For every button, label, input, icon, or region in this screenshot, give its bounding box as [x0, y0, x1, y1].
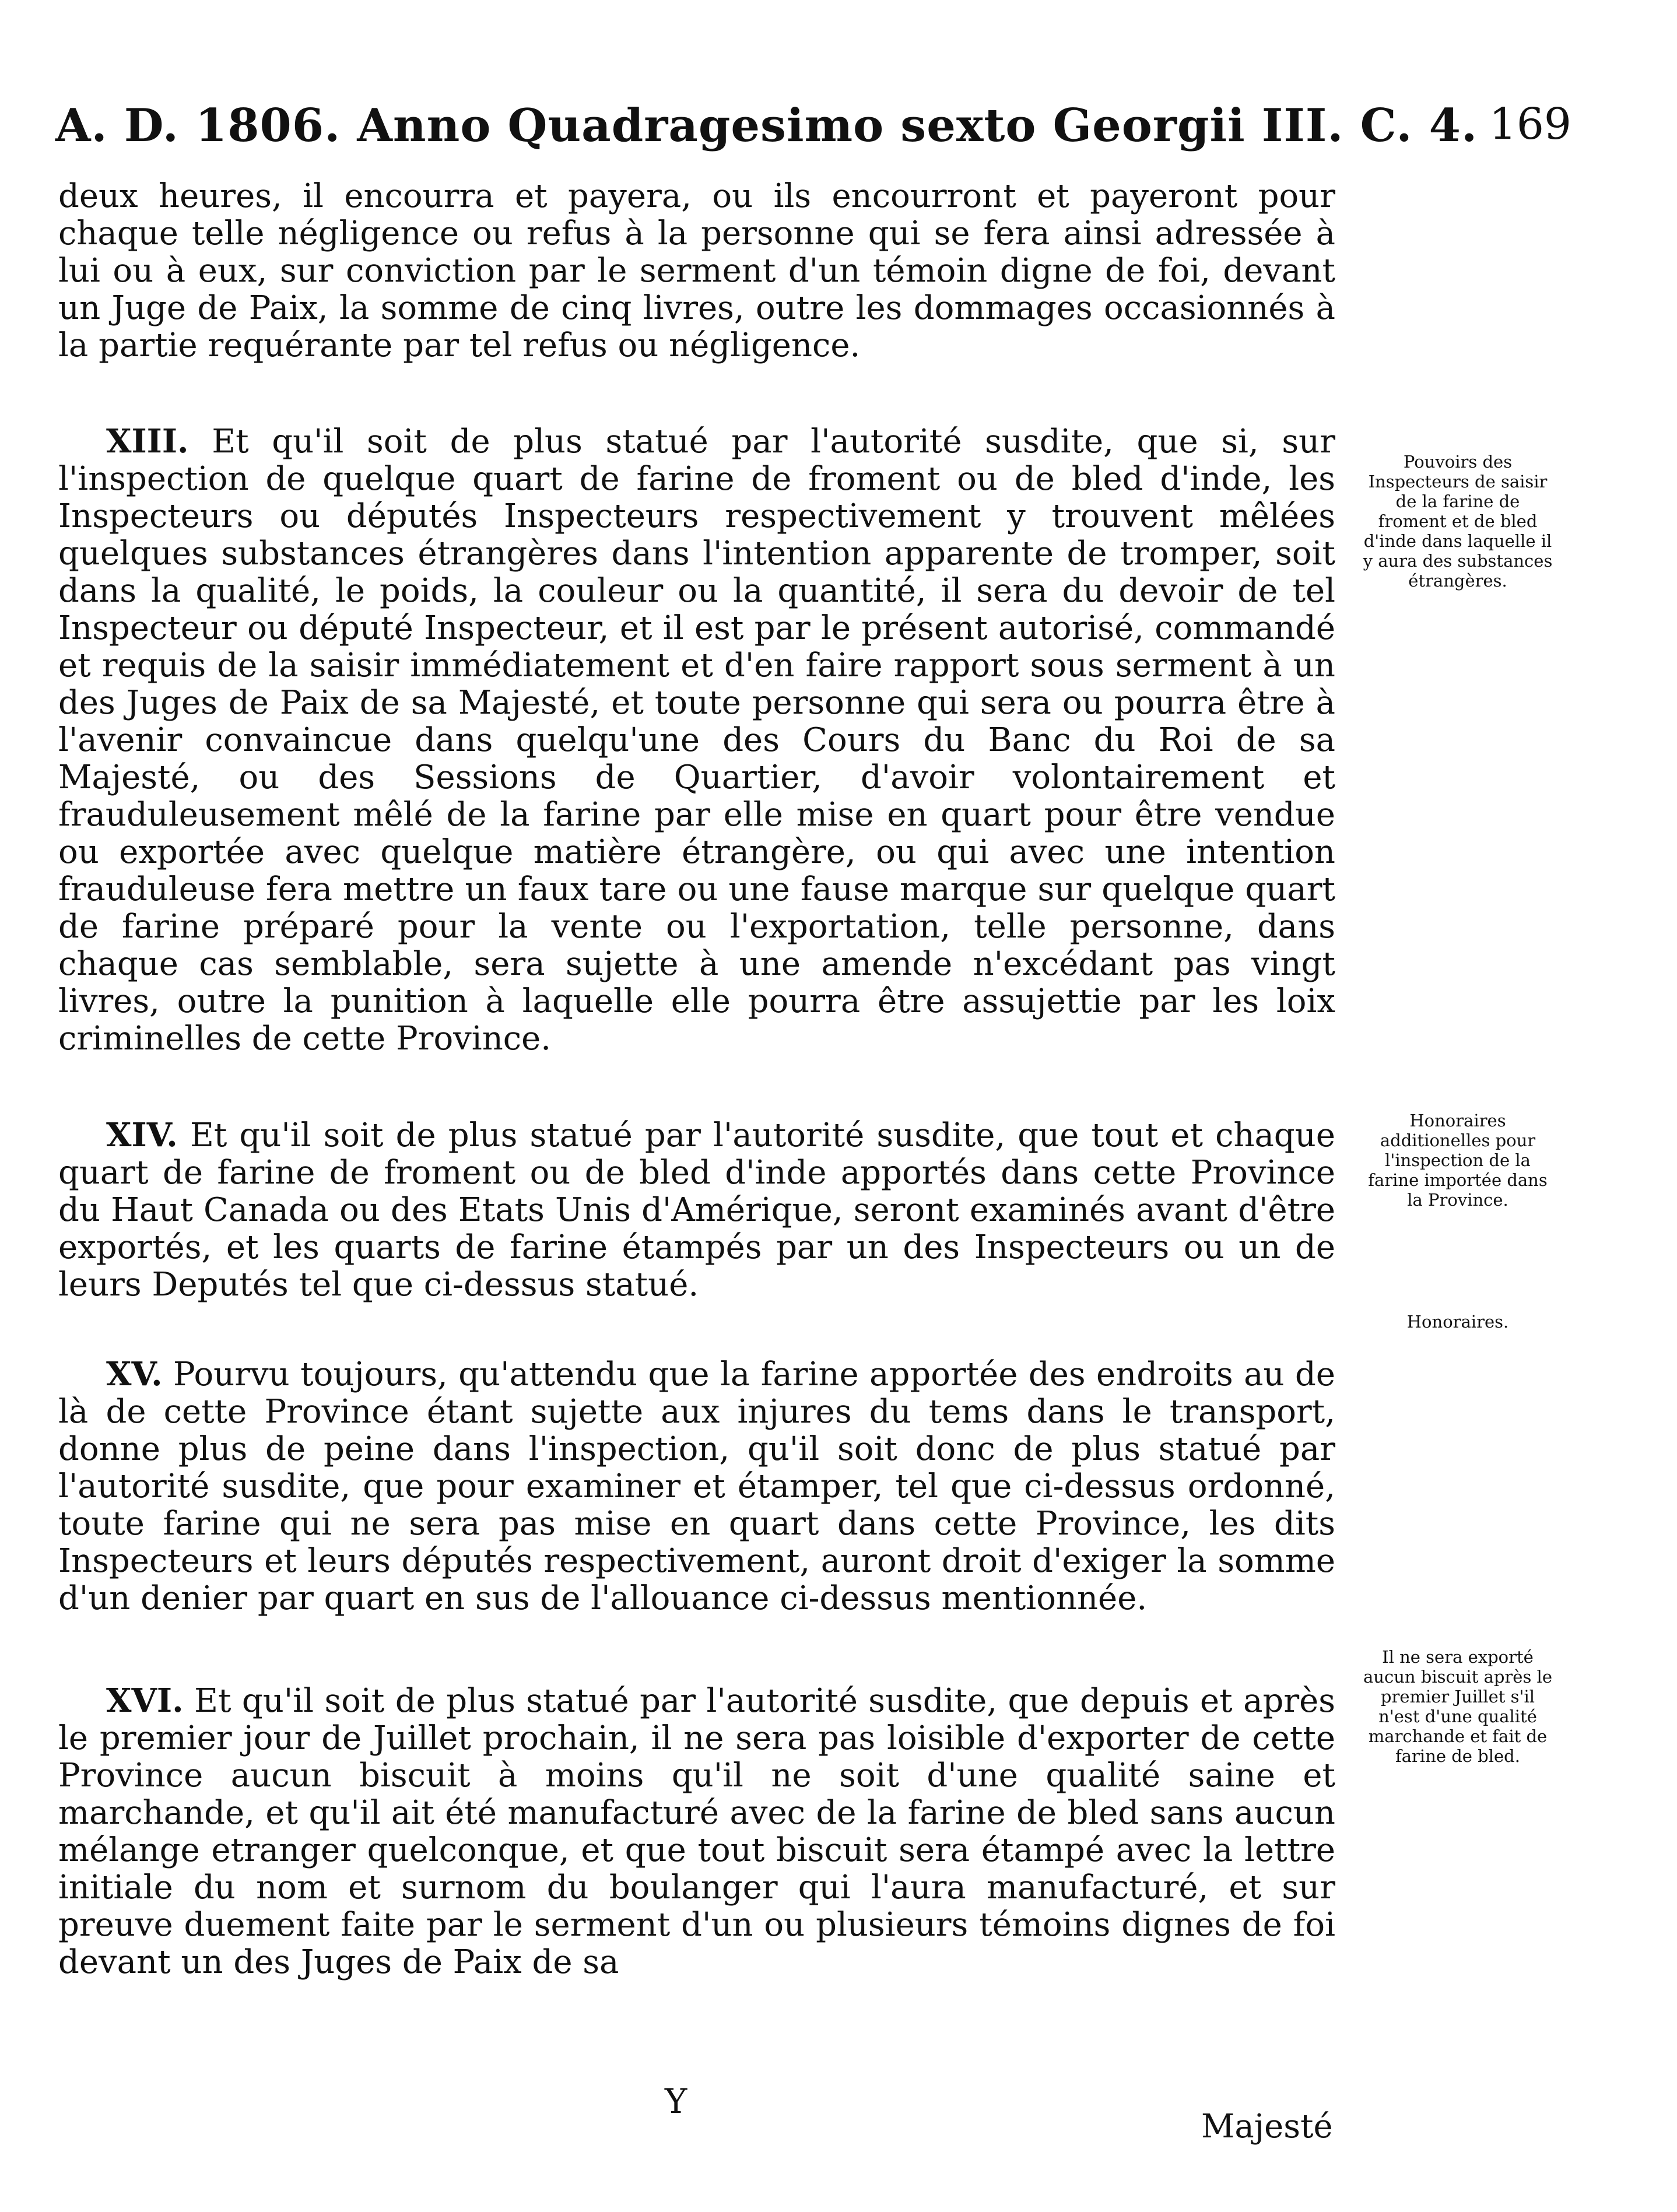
intro-paragraph	[58, 178, 1335, 394]
section-number: XIV.	[106, 1116, 178, 1154]
section-text: Et qu'il soit de plus statué par l'autorité susdite, que depuis et après le premier jour de Juillet prochain, il ne sera pas loisible d'exporter de cette Province aucun biscuit à moins qu'il ne soit d'une qualité saine et marchande, et qu'il ait été manufacturé avec de la farine de bled sans aucun mélange etranger quelconque, et que tout biscuit sera étampé avec la lettre initiale du nom et surnom du boulanger qui l'aura manufacturé, et sur preuve duement faite par le serment d'un ou plusieurs témoins dignes de foi devant un des Juges de Paix de sa	[58, 1682, 1335, 1981]
intro-text: deux heures, il encourra et payera, ou ils encourront et payeront pour chaque telle négligence ou refus à la personne qui se fera ainsi adressée à lui ou à eux, sur conviction par le serment d'un témoin digne de foi, devant un Juge de Paix, la somme de cinq livres, outre les dommages occasionnés à la partie requérante par tel refus ou négligence.	[58, 177, 1335, 364]
signature-mark: Y	[665, 2081, 687, 2121]
section-number: XV.	[106, 1355, 163, 1393]
section-number: XVI.	[106, 1681, 184, 1720]
catchword: Majesté	[1201, 2108, 1333, 2146]
page-number: 169	[1489, 99, 1571, 149]
body-text	[58, 177, 1335, 1981]
page-header	[55, 99, 1571, 181]
running-head: A. D. 1806. Anno Quadragesimo sexto Georgii III. C. 4.	[55, 99, 1478, 152]
margin-note-xv: Honoraires.	[1406, 1312, 1509, 1332]
section-text: Et qu'il soit de plus statué par l'autorité susdite, que tout et chaque quart de farine de froment ou de bled d'inde apportés dans cette Province du Haut Canada ou des Etats Unis d'Amérique, seront examinés avant d'être exportés, et les quarts de farine étampés par un des Inspecteurs ou un de leurs Deputés tel que ci-dessus statué.	[58, 1116, 1335, 1304]
section-xiv	[58, 1116, 1335, 1309]
section-number: XIII.	[106, 422, 189, 461]
section-xv	[58, 1356, 1335, 1630]
margin-note-xiv: Honoraires additionelles pour l'inspection de la farine importée dans la Province.	[1368, 1111, 1548, 1210]
margin-note-xvi: Il ne sera exporté aucun biscuit après le premier Juillet s'il n'est d'une qualité marchande et fait de farine de bled.	[1363, 1647, 1552, 1766]
section-text: Et qu'il soit de plus statué par l'autorité susdite, que si, sur l'inspection de quelque quart de farine de froment ou de bled d'inde, les Inspecteurs ou députés Inspecteurs respectivement y trouvent mêlées quelques substances étrangères dans l'intention apparente de tromper, soit dans la qualité, le poids, la couleur ou la quantité, il sera du devoir de tel Inspecteur ou député Inspecteur, et il est par le présent autorisé, commandé et requis de la saisir immédiatement et d'en faire rapport sous serment à un des Juges de Paix de sa Majesté, et toute personne qui sera ou pourra être à l'avenir convaincue dans quelqu'une des Cours du Banc du Roi de sa Majesté, ou des Sessions de Quartier, d'avoir volontairement et frauduleusement mêlé de la farine par elle mise en quart pour être vendue ou exportée avec quelque matière étrangère, ou qui avec une intention frauduleuse fera mettre un faux tare ou une fause marque sur quelque quart de farine préparé pour la vente ou l'exportation, telle personne, dans chaque cas semblable, sera sujette à une amende n'excédant pas vingt livres, outre la punition à laquelle elle pourra être assujettie par les loix criminelles de cette Province.	[58, 423, 1335, 1058]
margin-note-xiii: Pouvoirs des Inspecteurs de saisir de la farine de froment et de bled d'inde dans laquelle il y aura des substances étrangères.	[1363, 452, 1553, 591]
section-xiii	[58, 423, 1335, 1064]
section-xvi	[58, 1681, 1335, 1981]
section-text: Pourvu toujours, qu'attendu que la farine apportée des endroits au de là de cette Province étant sujette aux injures du tems dans le transport, donne plus de peine dans l'inspection, qu'il soit donc de plus statué par l'autorité susdite, que pour examiner et étamper, tel que ci-dessus ordonné, toute farine qui ne sera pas mise en quart dans cette Province, les dits Inspecteurs et leurs députés respectivement, auront droit d'exiger la somme d'un denier par quart en sus de l'allouance ci-dessus mentionnée.	[58, 1356, 1335, 1617]
